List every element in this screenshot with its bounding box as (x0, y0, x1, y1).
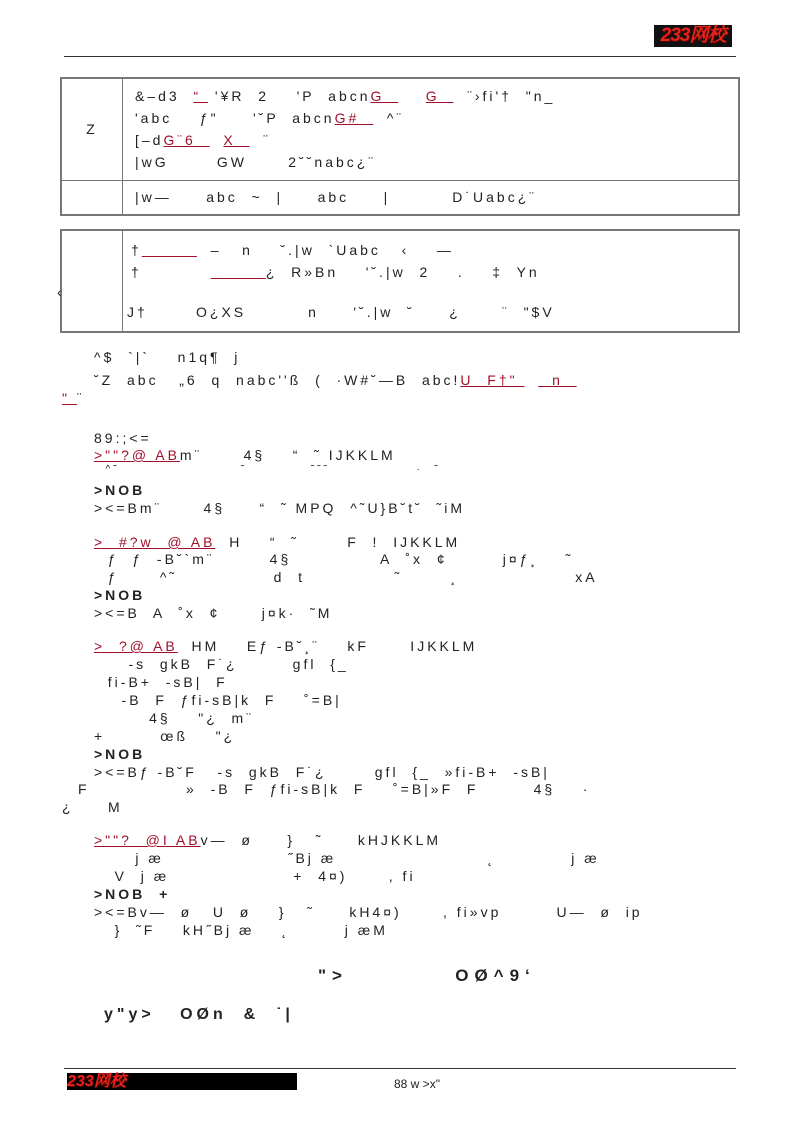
text-run: ‹ (57, 284, 65, 300)
question-3-line-5: 4§ "¿ m¨ (94, 710, 254, 726)
section-subheading: y"y> OØn & ˙| (104, 1006, 294, 1023)
question-4-answer-2: } ˜F kH˝Bj æ ˛ j æM (94, 922, 388, 938)
text-run: [–d (135, 132, 164, 149)
table1-line (135, 129, 728, 151)
table2-content (57, 230, 740, 332)
question-3-line-6: + œß "¿ (94, 728, 236, 744)
text-run: m¨ 4§ “ ˜ IJKKLM (179, 447, 396, 463)
highlighted-text-run: G¨6 (163, 132, 210, 149)
header-rule (64, 56, 736, 57)
question-1-answer: ><=Bm¨ 4§ “ ˜ MPQ ^˜U}B˘t˘ ˜iM (94, 500, 465, 516)
notice-table-2 (57, 229, 740, 333)
table1-line (135, 107, 728, 129)
text-run: – n ˘.|w `Uabc ‹ — (196, 242, 454, 258)
text-run: J† O¿XS n '˘.|w ˘ ¿ ¨ "$V (127, 304, 555, 320)
question-3-answer-label: >NOB (94, 746, 146, 762)
question-3-line-3: fi-B+ -sB| F (94, 674, 228, 690)
question-2-line-3: ƒ ^˜ d t ˜ ¸ xA (94, 569, 598, 585)
table1-line (135, 85, 728, 107)
highlighted-text-run: G (370, 88, 399, 105)
question-2-stem (94, 533, 460, 551)
table2-line (57, 283, 728, 301)
question-4-answer-label: >NOB + (94, 886, 171, 902)
text-run: ¨›fi'† "n_ (453, 88, 556, 105)
question-3-line-4: -B F ƒfi-sB|k F ˚=B| (94, 692, 342, 708)
section-heading: "> OØ^9‘ (318, 966, 536, 985)
question-1-number: 89:;<= (94, 430, 152, 446)
highlighted-text-run: > ?@ AB (94, 638, 178, 654)
highlighted-text-run: G (425, 88, 454, 105)
text-run: † (131, 242, 142, 258)
text-run: H “ ˜ F ! IJKKLM (215, 534, 461, 550)
text-run: &–d3 (135, 88, 194, 105)
question-3-line-2: -s gkB F˙¿ gfl {_ (94, 656, 349, 672)
table1-row1-label: Z (61, 78, 123, 180)
highlighted-text-run (211, 264, 266, 280)
table1-line (135, 151, 728, 173)
highlighted-text-run: “ (193, 88, 209, 105)
question-4-stem (94, 831, 441, 849)
table2-line (127, 301, 728, 323)
text-run: ¿ R»Bn '˘.|w 2 . ‡ Yn (265, 264, 540, 280)
highlighted-text-run: X (223, 132, 250, 149)
table2-line (131, 261, 728, 283)
question-2-line-2: ƒ ƒ -B˘`m¨ 4§ A ˚x ¢ j¤ƒ¸ ˜ (94, 551, 574, 567)
table2-label (61, 230, 123, 332)
text-run: HM Eƒ -B˘¸¨ kF IJKKLM (177, 638, 478, 654)
text-run: ¨ (249, 132, 271, 149)
text-run (525, 372, 539, 388)
question-3-stem (94, 637, 477, 655)
question-4-line-2: j æ ˝Bj æ ˛ j æ (94, 850, 600, 866)
table2-line (131, 239, 728, 261)
notice-table-1 (60, 77, 740, 216)
text-run: |wG GW 2˘˘nabc¿¨ (135, 154, 376, 171)
text-run: v— ø } ˜ kHJKKLM (200, 832, 442, 848)
intro-line-1: ^$ `|` n1q¶ j (94, 349, 241, 365)
text-run: ¨ (76, 390, 85, 406)
page-number: 88 w >x" (394, 1077, 440, 1091)
text-run: ˘Z abc „6 q nabc''ß ( ·W#˘—B abc! (94, 372, 461, 388)
question-2-answer: ><=B A ˚x ¢ j¤k· ˜M (94, 605, 333, 621)
highlighted-text-run: >""?@ AB (94, 447, 180, 463)
text-run: 'abc ƒ" '˘P abcn (135, 110, 335, 127)
question-3-answer-2: F » -B F ƒfi-sB|k F ˚=B|»F F 4§ · (78, 781, 591, 797)
question-1-sub: ^˜ ˜ ˜˜˜ · ˜ (94, 464, 441, 475)
highlighted-text-run (142, 242, 197, 258)
text-run: † (131, 264, 211, 280)
table1-row2-content (123, 180, 740, 215)
intro-line-2 (94, 371, 577, 389)
intro-line-3 (62, 389, 85, 407)
footer-logo: 233网校 (67, 1073, 126, 1090)
text-run: '¥R 2 'P abcn (208, 88, 371, 105)
highlighted-text-run: " (62, 390, 77, 406)
highlighted-text-run: >""? @I AB (94, 832, 201, 848)
text-run (398, 88, 426, 104)
highlighted-text-run: G# (334, 110, 374, 127)
highlighted-text-run: n (538, 372, 577, 388)
footer-rule (64, 1068, 736, 1069)
highlighted-text-run: U F†" (460, 372, 525, 388)
question-3-answer: ><=Bƒ -B˘F -s gkB F˙¿ gfl {_ »fi-B+ -sB| (94, 764, 550, 780)
text-run (210, 132, 224, 148)
table1-row2-text: |w— abc ~ | abc | D˙Uabc¿¨ (135, 189, 537, 206)
text-run: ^¨ (373, 110, 405, 127)
table1-row2-label (61, 180, 123, 215)
highlighted-text-run: > #?w @ AB (94, 534, 216, 550)
question-4-line-3: V j æ + 4¤) , fi (94, 868, 416, 884)
question-4-answer: ><=Bv— ø U ø } ˜ kH4¤) , fi»vp U— ø ip (94, 904, 643, 920)
header-logo: 233网校 (654, 25, 732, 47)
table1-row1-content (123, 78, 740, 180)
question-2-answer-label: >NOB (94, 587, 146, 603)
question-1-answer-label: >NOB (94, 482, 146, 498)
question-3-answer-3: ¿ M (62, 799, 123, 815)
